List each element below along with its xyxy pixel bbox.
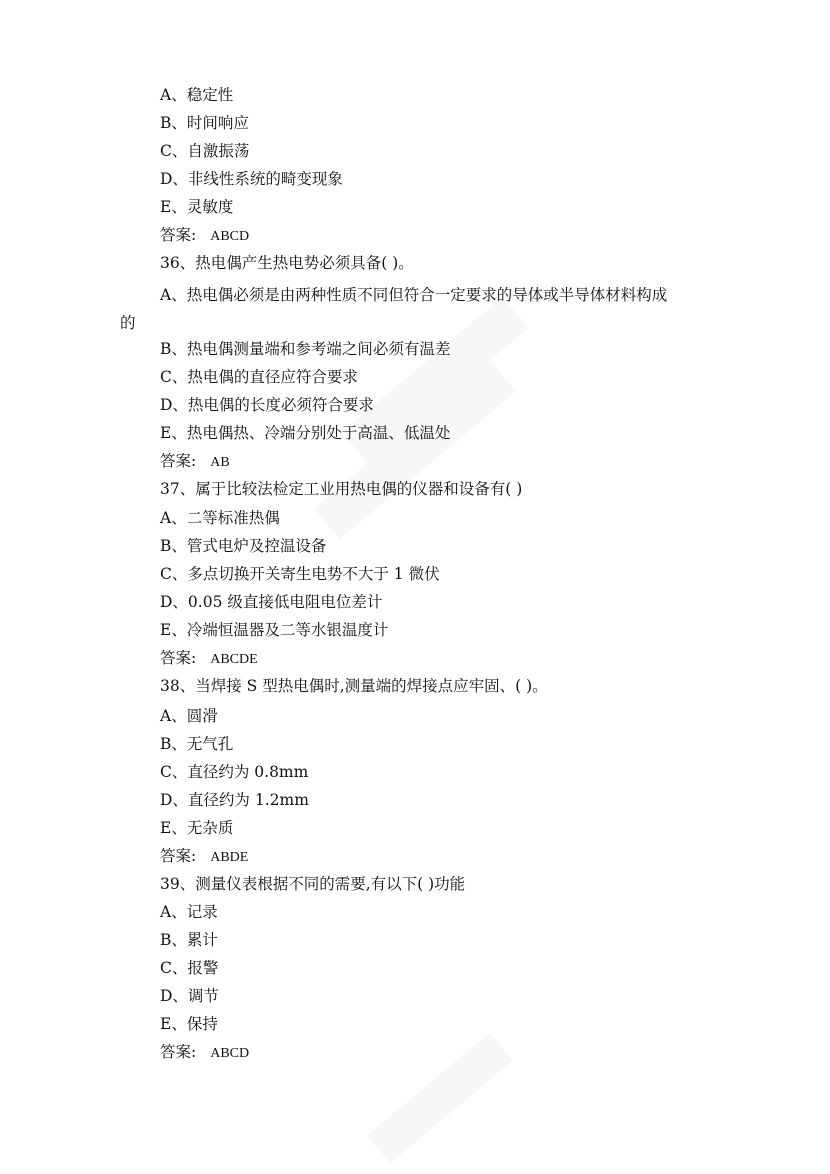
option-line: E、保持 xyxy=(160,1015,218,1033)
option-line-continuation: 的 xyxy=(120,314,136,332)
answer-label: 答案: xyxy=(160,1043,197,1061)
answer-line xyxy=(160,225,249,247)
option-line: E、热电偶热、冷端分别处于高温、低温处 xyxy=(160,424,451,442)
option-line: D、非线性系统的畸变现象 xyxy=(160,170,343,188)
option-line: D、调节 xyxy=(160,987,219,1005)
option-line: C、报警 xyxy=(160,959,219,977)
option-line: B、时间响应 xyxy=(160,114,249,132)
question-title: 39、测量仪表根据不同的需要,有以下( )功能 xyxy=(160,875,466,893)
option-line: A、记录 xyxy=(160,903,218,921)
option-line: A、稳定性 xyxy=(160,86,234,104)
option-line: E、灵敏度 xyxy=(160,198,234,216)
answer-value: ABCD xyxy=(210,1046,250,1061)
option-line: C、自激振荡 xyxy=(160,142,250,160)
option-line: D、直径约为 1.2mm xyxy=(160,791,309,809)
option-line: C、热电偶的直径应符合要求 xyxy=(160,368,358,386)
answer-line xyxy=(160,1042,249,1064)
option-line: B、热电偶测量端和参考端之间必须有温差 xyxy=(160,340,451,358)
answer-value: AB xyxy=(210,455,230,470)
option-line: C、多点切换开关寄生电势不大于 1 微伏 xyxy=(160,565,440,583)
question-title: 37、属于比较法检定工业用热电偶的仪器和设备有( ) xyxy=(160,480,523,498)
question-title: 38、当焊接 S 型热电偶时,测量端的焊接点应牢固、( )。 xyxy=(160,677,548,695)
option-line: A、热电偶必须是由两种性质不同但符合一定要求的导体或半导体材料构成 xyxy=(160,286,668,304)
option-line: B、累计 xyxy=(160,931,218,949)
answer-line xyxy=(160,648,258,670)
option-line: B、无气孔 xyxy=(160,735,234,753)
option-line: D、热电偶的长度必须符合要求 xyxy=(160,396,374,414)
answer-label: 答案: xyxy=(160,847,197,865)
option-line: B、管式电炉及控温设备 xyxy=(160,537,327,555)
answer-value: ABCDE xyxy=(210,652,258,667)
answer-value: ABDE xyxy=(210,850,249,865)
option-line: A、二等标准热偶 xyxy=(160,509,280,527)
answer-line xyxy=(160,846,248,868)
option-line: A、圆滑 xyxy=(160,707,218,725)
answer-label: 答案: xyxy=(160,649,197,667)
option-line: D、0.05 级直接低电阻电位差计 xyxy=(160,593,383,611)
option-line: E、冷端恒温器及二等水银温度计 xyxy=(160,621,389,639)
answer-value: ABCD xyxy=(210,229,250,244)
answer-label: 答案: xyxy=(160,452,197,470)
answer-label: 答案: xyxy=(160,226,197,244)
answer-line xyxy=(160,451,230,473)
question-title: 36、热电偶产生热电势必须具备( )。 xyxy=(160,254,414,272)
option-line: E、无杂质 xyxy=(160,819,234,837)
option-line: C、直径约为 0.8mm xyxy=(160,763,309,781)
